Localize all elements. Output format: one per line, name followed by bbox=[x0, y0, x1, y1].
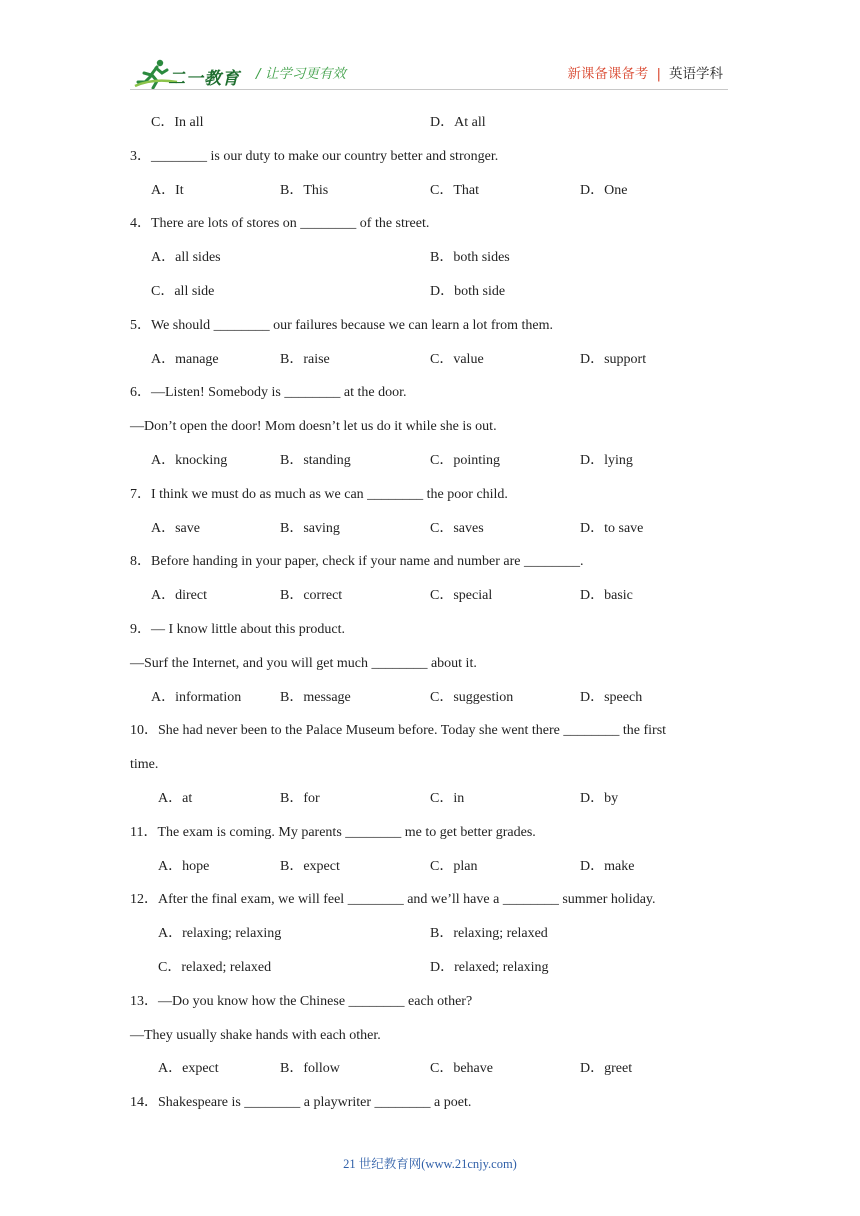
header-divider bbox=[130, 89, 728, 90]
question-6: 6．—Listen! Somebody is ________ at the door. bbox=[130, 385, 407, 400]
option-q5-b: B．raise bbox=[280, 352, 330, 367]
question-9: 9．— I know little about this product. bbox=[130, 622, 346, 637]
option-q7-a: A．save bbox=[151, 521, 200, 536]
question-5: 5．We should ________ our failures because we can learn a lot from them. bbox=[130, 318, 554, 333]
option-q6-b: B．standing bbox=[280, 453, 351, 468]
option-q12-a: A．relaxing; relaxing bbox=[158, 926, 282, 941]
option-q3-c: C．That bbox=[430, 183, 479, 198]
question-6-reply: —Don’t open the door! Mom doesn’t let us do it while she is out. bbox=[130, 419, 497, 434]
logo-text: 二一教育 bbox=[168, 69, 240, 89]
page-header bbox=[0, 0, 860, 96]
option-q8-a: A．direct bbox=[151, 588, 207, 603]
option-q12-c: C．relaxed; relaxed bbox=[158, 960, 272, 975]
option-q9-c: C．suggestion bbox=[430, 690, 514, 705]
header-subject: 英语学科 bbox=[669, 66, 723, 82]
question-13-reply: —They usually shake hands with each other. bbox=[130, 1028, 381, 1043]
option-q4-c: C．all side bbox=[151, 284, 215, 299]
option-q13-d: D．greet bbox=[580, 1061, 633, 1076]
option-q4-b: B．both sides bbox=[430, 250, 510, 265]
option-q8-c: C．special bbox=[430, 588, 493, 603]
option-q11-b: B．expect bbox=[280, 859, 340, 874]
option-q9-d: D．speech bbox=[580, 690, 643, 705]
option-q2-d: D．At all bbox=[430, 115, 486, 130]
option-q11-a: A．hope bbox=[158, 859, 210, 874]
option-q6-d: D．lying bbox=[580, 453, 633, 468]
question-13: 13．—Do you know how the Chinese ________ each other? bbox=[130, 994, 473, 1009]
question-8: 8．Before handing in your paper, check if your name and number are ________. bbox=[130, 554, 584, 569]
option-q6-c: C．pointing bbox=[430, 453, 501, 468]
option-q11-d: D．make bbox=[580, 859, 635, 874]
option-q5-a: A．manage bbox=[151, 352, 219, 367]
option-q4-a: A．all sides bbox=[151, 250, 221, 265]
option-q12-b: B．relaxing; relaxed bbox=[430, 926, 548, 941]
option-q8-b: B．correct bbox=[280, 588, 343, 603]
question-3: 3．________ is our duty to make our country better and stronger. bbox=[130, 149, 499, 164]
option-q5-c: C．value bbox=[430, 352, 484, 367]
header-right bbox=[567, 62, 723, 82]
question-10-continued: time. bbox=[130, 757, 159, 772]
header-separator: | bbox=[656, 66, 661, 82]
header-course-label: 新课备课备考 bbox=[567, 66, 649, 82]
option-q3-b: B．This bbox=[280, 183, 329, 198]
option-q10-d: D．by bbox=[580, 791, 619, 806]
option-q2-c: C．In all bbox=[151, 115, 204, 130]
option-q7-d: D．to save bbox=[580, 521, 644, 536]
option-q10-b: B．for bbox=[280, 791, 320, 806]
option-q13-c: C．behave bbox=[430, 1061, 493, 1076]
page-footer: 21 世纪教育网(www.21cnjy.com) bbox=[343, 1157, 517, 1171]
option-q5-d: D．support bbox=[580, 352, 647, 367]
option-q8-d: D．basic bbox=[580, 588, 633, 603]
option-q9-b: B．message bbox=[280, 690, 351, 705]
option-q7-c: C．saves bbox=[430, 521, 484, 536]
question-7: 7．I think we must do as much as we can ________ the poor child. bbox=[130, 487, 508, 502]
option-q10-a: A．at bbox=[158, 791, 193, 806]
option-q7-b: B．saving bbox=[280, 521, 340, 536]
option-q4-d: D．both side bbox=[430, 284, 506, 299]
option-q11-c: C．plan bbox=[430, 859, 478, 874]
option-q12-d: D．relaxed; relaxing bbox=[430, 960, 549, 975]
question-12: 12．After the final exam, we will feel ________ and we’ll have a ________ summer holiday. bbox=[130, 892, 656, 907]
question-11: 11．The exam is coming. My parents ________ me to get better grades. bbox=[130, 825, 536, 840]
question-14: 14．Shakespeare is ________ a playwriter ________ a poet. bbox=[130, 1095, 472, 1110]
option-q3-a: A．It bbox=[151, 183, 184, 198]
option-q13-a: A．expect bbox=[158, 1061, 219, 1076]
option-q9-a: A．information bbox=[151, 690, 242, 705]
header-slogan: / 让学习更有效 bbox=[256, 66, 346, 82]
question-10: 10．She had never been to the Palace Museum before. Today she went there ________ the first bbox=[130, 723, 667, 738]
option-q6-a: A．knocking bbox=[151, 453, 228, 468]
question-9-reply: —Surf the Internet, and you will get much ________ about it. bbox=[130, 656, 477, 671]
option-q3-d: D．One bbox=[580, 183, 628, 198]
option-q13-b: B．follow bbox=[280, 1061, 340, 1076]
question-4: 4．There are lots of stores on ________ of the street. bbox=[130, 216, 430, 231]
option-q10-c: C．in bbox=[430, 791, 465, 806]
